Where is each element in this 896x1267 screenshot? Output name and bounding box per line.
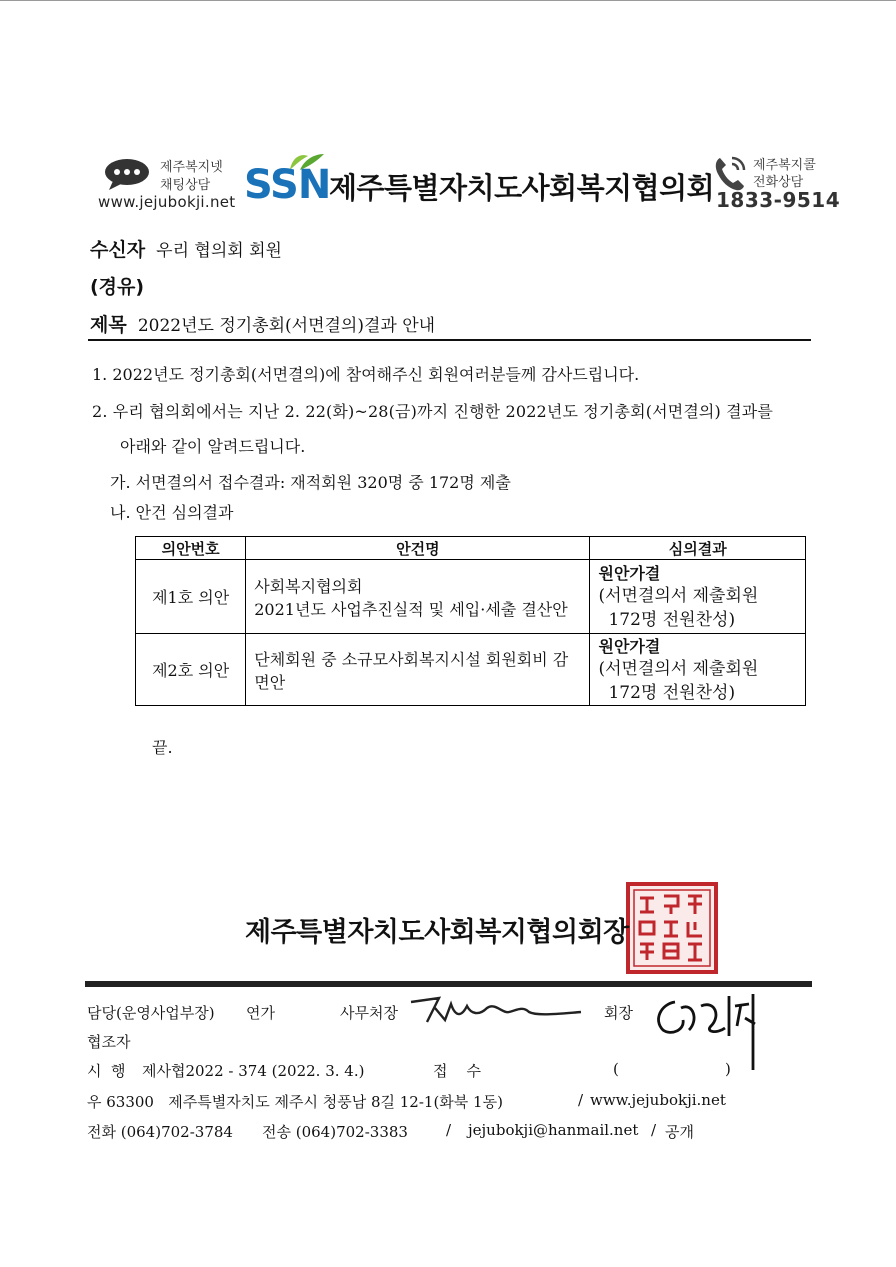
paragraph-2-line1: 2. 우리 협의회에서는 지난 2. 22(화)~28(금)까지 진행한 2022년도 정기총회(서면결의) 결과를 xyxy=(92,402,773,421)
receipt-open: ( xyxy=(613,1060,619,1078)
receipt-label: 접 수 xyxy=(433,1062,482,1080)
result-note-line1: (서면결의서 제출회원 xyxy=(598,586,759,606)
result-note-line1: (서면결의서 제출회원 xyxy=(598,659,759,679)
end-mark: 끝. xyxy=(152,738,173,757)
phone-label-line1: 제주복지콜 xyxy=(753,158,816,173)
website-link[interactable]: www.jejubokji.net xyxy=(98,193,236,211)
item-b: 나. 안건 심의결과 xyxy=(110,503,234,522)
enforce-label: 시 행 xyxy=(87,1062,126,1080)
result-note-line2: 172명 전원찬성) xyxy=(608,683,736,703)
table-row xyxy=(136,560,806,634)
secretary-signature xyxy=(405,992,585,1028)
subject-row xyxy=(90,310,435,337)
signatory-title: 제주특별자치도사회복지협의회장 xyxy=(245,917,629,948)
agenda-title-line2: 2021년도 사업추진실적 및 세입·세출 결산안 xyxy=(254,599,568,619)
drafter-status: 연가 xyxy=(246,1004,275,1022)
postal-address: 우 63300 제주특별자치도 제주시 청풍남 8길 12-1(화북 1동) xyxy=(87,1093,503,1111)
agenda-title: 단체회원 중 소규모사회복지시설 회원회비 감면안 xyxy=(246,634,590,706)
agenda-no: 제2호 의안 xyxy=(136,634,246,706)
result-decision: 원안가결 xyxy=(598,637,661,656)
agenda-result xyxy=(590,634,806,706)
header-agenda-title: 안건명 xyxy=(246,537,590,560)
separator: / xyxy=(651,1121,657,1139)
subject-label: 제목 xyxy=(90,314,127,336)
table-header-row xyxy=(136,537,806,560)
fax: 전송 (064)702-3383 xyxy=(262,1123,408,1141)
secretary-label: 사무처장 xyxy=(340,1004,398,1022)
president-label: 회장 xyxy=(604,1004,633,1022)
cooperator-label: 협조자 xyxy=(87,1033,131,1051)
phone-label-line2: 전화상담 xyxy=(753,175,804,190)
official-seal xyxy=(626,882,718,974)
recipient-value: 우리 협의회 회원 xyxy=(156,241,282,261)
organization-name: 제주특별자치도사회복지협의회 xyxy=(329,171,715,205)
phone-number: 1833-9514 xyxy=(716,188,841,212)
via-label: (경유) xyxy=(90,276,145,298)
item-a: 가. 서면결의서 접수결과: 재적회원 320명 중 172명 제출 xyxy=(110,473,511,492)
agenda-title-line1: 사회복지협의회 xyxy=(254,576,363,596)
enforce-value: 제사협2022 - 374 (2022. 3. 4.) xyxy=(142,1062,365,1080)
header-result: 심의결과 xyxy=(590,537,806,560)
result-decision: 원안가결 xyxy=(598,564,661,583)
footer-divider xyxy=(85,981,812,987)
telephone: 전화 (064)702-3784 xyxy=(87,1123,233,1141)
disclosure-status: 공개 xyxy=(665,1123,694,1141)
paragraph-2-line2: 아래와 같이 알려드립니다. xyxy=(120,437,306,456)
agenda-result xyxy=(590,560,806,634)
chat-label-line2: 채팅상담 xyxy=(160,178,211,193)
table-row xyxy=(136,634,806,706)
chat-bubble-icon xyxy=(103,157,155,191)
agenda-title xyxy=(246,560,590,634)
header-agenda-no: 의안번호 xyxy=(136,537,246,560)
homepage-link[interactable]: www.jejubokji.net xyxy=(590,1091,726,1109)
agenda-no: 제1호 의안 xyxy=(136,560,246,634)
result-note-line2: 172명 전원찬성) xyxy=(608,610,736,630)
page-top-border xyxy=(0,0,896,1)
ssn-logo: SSN xyxy=(244,162,331,208)
president-signature xyxy=(645,990,770,1070)
recipient-label: 수신자 xyxy=(90,239,146,261)
separator: / xyxy=(446,1121,452,1139)
paragraph-1: 1. 2022년도 정기총회(서면결의)에 참여해주신 회원여러분들께 감사드립니다. xyxy=(92,365,640,384)
receipt-close: ) xyxy=(725,1060,731,1078)
recipient-row xyxy=(90,235,282,262)
drafter-label: 담당(운영사업부장) xyxy=(87,1004,215,1022)
separator: / xyxy=(578,1091,584,1109)
subject-value: 2022년도 정기총회(서면결의)결과 안내 xyxy=(137,316,436,336)
chat-label-line1: 제주복지넷 xyxy=(160,160,223,175)
agenda-table xyxy=(135,536,806,706)
email-link[interactable]: jejubokji@hanmail.net xyxy=(468,1121,639,1139)
subject-divider xyxy=(88,339,811,341)
